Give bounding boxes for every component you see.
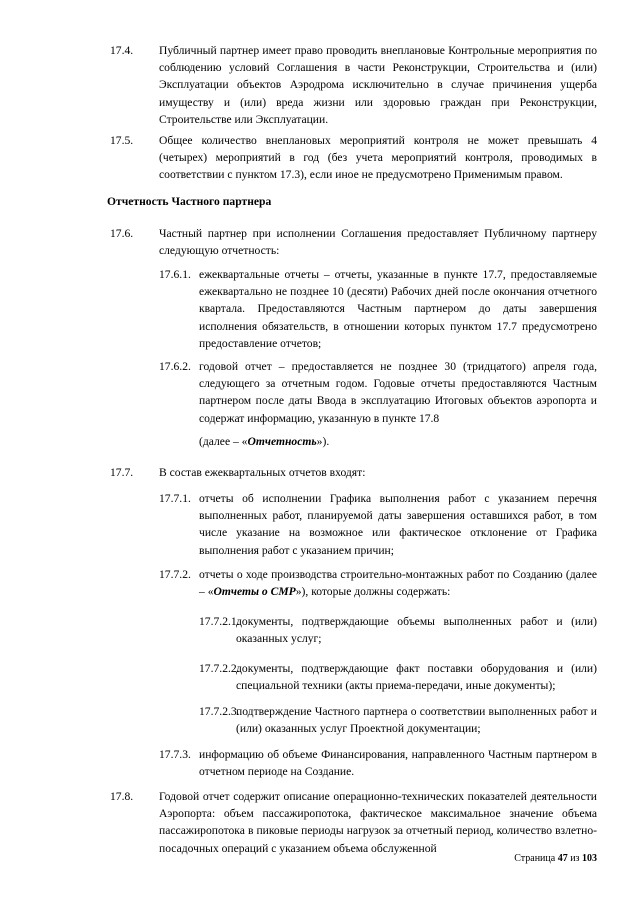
clause-17-5 [110, 132, 597, 184]
clause-number: 17.4. [110, 44, 134, 57]
clause-number: 17.7.2.2. [199, 662, 240, 675]
clause-17-7-2 [159, 566, 597, 600]
definition-reporting [199, 433, 597, 450]
clause-number: 17.7.2. [159, 568, 191, 581]
clause-17-7-2-1 [199, 613, 597, 647]
clause-number: 17.7.1. [159, 492, 191, 505]
definition-prefix: (далее – « [199, 435, 248, 448]
clause-number: 17.8. [110, 790, 134, 803]
footer-of: из [570, 853, 580, 864]
clause-text: отчеты о ходе производства строительно-монтажных работ по Созданию (далее – « [199, 568, 597, 599]
total-pages-number: 103 [582, 853, 597, 864]
definition-suffix: »). [316, 435, 330, 448]
section-heading: Отчетность Частного партнера [107, 195, 272, 208]
clause-number: 17.7.2.1. [199, 615, 240, 628]
clause-17-6 [110, 225, 597, 259]
clause-17-7-1 [159, 490, 597, 559]
defined-term: Отчеты о СМР [213, 585, 296, 599]
clause-text: документы, подтверждающие объемы выполненных работ и (или) оказанных услуг; [236, 615, 597, 646]
clause-text-suffix: »), которые должны содержать: [295, 585, 451, 599]
clause-text: годовой отчет – предоставляется не позднее 30 (тридцатого) апреля года, следующего за отчетным годом. Годовые отчеты предоставляются Частным партнером после даты Ввода в эксплуатацию Итоговых объектов аэропорта и содержат информацию, указанную в пункте 17.8 [199, 360, 597, 425]
clause-17-6-2 [159, 358, 597, 427]
clause-number: 17.5. [110, 134, 134, 147]
clause-17-4 [110, 42, 597, 128]
clause-text: Публичный партнер имеет право проводить внеплановые Контрольные мероприятия по соблюдению условий Соглашения в части Реконструкции, Строительства и (или) Эксплуатации объектов Аэродрома исключительно в случае причинения ущерба имуществу и (или) вреда жизни или здоровью граждан при Реконструкции, Строительстве или Эксплуатации. [159, 44, 597, 126]
clause-text: Частный партнер при исполнении Соглашения предоставляет Публичному партнеру следующую отчетность: [159, 227, 597, 258]
clause-17-7-2-3 [199, 703, 597, 737]
clause-number: 17.7. [110, 466, 134, 479]
clause-number: 17.7.3. [159, 748, 191, 761]
clause-number: 17.7.2.3. [199, 705, 240, 718]
page-footer [514, 853, 597, 865]
clause-text: подтверждение Частного партнера о соответствии выполненных работ и (или) оказанных услуг Проектной документации; [236, 705, 597, 736]
clause-number: 17.6. [110, 227, 134, 240]
defined-term: Отчетность [247, 435, 317, 448]
clause-17-7 [110, 464, 597, 481]
clause-text: отчеты об исполнении Графика выполнения работ с указанием перечня выполненных работ, планируемой даты завершения оставшихся работ, в том числе указание на возможное или фактическое отклонение от Графика выполнения работ с указанием причин; [199, 492, 597, 557]
clause-17-7-3 [159, 746, 597, 780]
clause-number: 17.6.1. [159, 268, 191, 281]
clause-text: Общее количество внеплановых мероприятий контроля не может превышать 4 (четырех) мероприятий в год (без учета мероприятий контроля, проводимых в соответствии с пунктом 17.3), если иное не предусмотрено Применимым правом. [159, 134, 597, 182]
clause-17-6-1 [159, 266, 597, 352]
clause-text: ежеквартальные отчеты – отчеты, указанные в пункте 17.7, предоставляемые ежеквартально не позднее 10 (десяти) Рабочих дней после окончания отчетного квартала. Предоставляются Частным партнером до даты завершения исполнения обязательств, в отношении которых пунктом 17.7 предусмотрено предоставление отчетов; [199, 268, 597, 350]
clause-text: В состав ежеквартальных отчетов входят: [159, 466, 366, 479]
clause-text: информацию об объеме Финансирования, направленного Частным партнером в отчетном периоде на Создание. [199, 748, 597, 779]
clause-17-7-2-2 [199, 660, 597, 694]
clause-text: Годовой отчет содержит описание операционно-технических показателей деятельности Аэропорта: объем пассажиропотока, фактическое максимальное значение объема пассажиропотока в пиковые периоды нагрузок за отчетный период, количество взлетно-посадочных операций с указанием объема обслуженной [159, 790, 597, 855]
clause-17-8 [110, 788, 597, 857]
footer-label: Страница [514, 853, 556, 864]
current-page-number: 47 [557, 853, 568, 864]
clause-number: 17.6.2. [159, 360, 191, 373]
clause-text: документы, подтверждающие факт поставки оборудования и (или) специальной техники (акты приема-передачи, иные документы); [236, 662, 597, 693]
